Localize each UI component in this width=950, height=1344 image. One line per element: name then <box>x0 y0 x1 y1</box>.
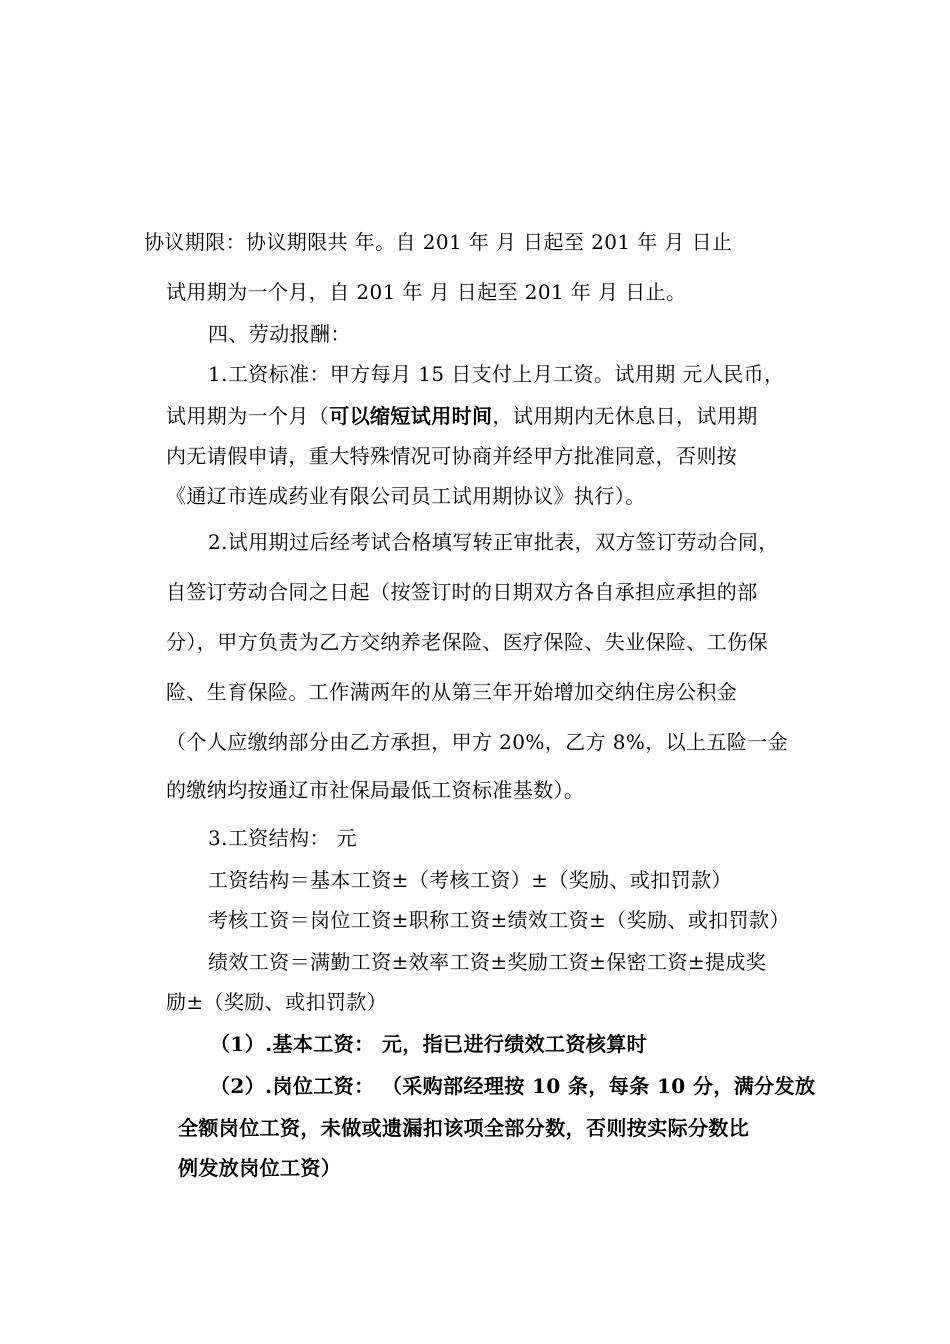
position-salary-line-2: 全额岗位工资，未做或遗漏扣该项全部分数，否则按实际分数比 <box>178 1116 750 1140</box>
section-heading-compensation: 四、劳动报酬： <box>208 322 351 346</box>
trial-terms-line <box>166 402 758 430</box>
position-salary-line-3: 例发放岗位工资） <box>178 1156 342 1180</box>
trial-period-line: 试用期为一个月，自 201 年 月 日起至 201 年 月 日止。 <box>166 280 687 304</box>
trial-terms-rest: 试用期内无休息日，试用期 <box>512 404 758 428</box>
assessment-salary-formula: 考核工资＝岗位工资±职称工资±绩效工资±（奖励、或扣罚款） <box>208 908 790 932</box>
probation-end-line: 2.试用期过后经考试合格填写转正审批表，双方签订劳动合同， <box>208 530 779 554</box>
base-salary-line: （1）.基本工资： 元，指已进行绩效工资核算时 <box>210 1032 648 1056</box>
contribution-line: （个人应缴纳部分由乙方承担，甲方 20%，乙方 8%，以上五险一金 <box>166 730 789 754</box>
performance-salary-formula-cont: 励±（奖励、或扣罚款） <box>166 990 388 1014</box>
trial-terms-prefix: 试用期为一个月（ <box>166 404 330 428</box>
salary-standard-line: 1.工资标准：甲方每月 15 日支付上月工资。试用期 元人民币， <box>208 362 785 386</box>
contract-start-line: 自签订劳动合同之日起（按签订时的日期双方各自承担应承担的部 <box>166 580 758 604</box>
salary-structure-heading: 3.工资结构： 元 <box>208 826 358 850</box>
leave-policy-line: 内无请假申请，重大特殊情况可协商并经甲方批准同意，否则按 <box>166 444 738 468</box>
insurance-line-1: 分），甲方负责为乙方交纳养老保险、医疗保险、失业保险、工伤保 <box>166 630 768 654</box>
insurance-line-2: 险、生育保险。工作满两年的从第三年开始增加交纳住房公积金 <box>166 680 738 704</box>
agreement-reference-line: 《通辽市连成药业有限公司员工试用期协议》执行）。 <box>166 484 646 508</box>
agreement-term-line: 协议期限：协议期限共 年。自 201 年 月 日起至 201 年 月 日止 <box>144 230 733 254</box>
trial-terms-suffix: ， <box>492 404 513 428</box>
trial-terms-bold: 可以缩短试用时间 <box>329 404 493 428</box>
salary-structure-formula: 工资结构＝基本工资±（考核工资）±（奖励、或扣罚款） <box>208 868 732 892</box>
performance-salary-formula: 绩效工资＝满勤工资±效率工资±奖励工资±保密工资±提成奖 <box>208 950 767 974</box>
contribution-basis-line: 的缴纳均按通辽市社保局最低工资标准基数）。 <box>166 778 585 802</box>
position-salary-line: （2）.岗位工资： （采购部经理按 10 条，每条 10 分，满分发放 <box>210 1074 816 1098</box>
